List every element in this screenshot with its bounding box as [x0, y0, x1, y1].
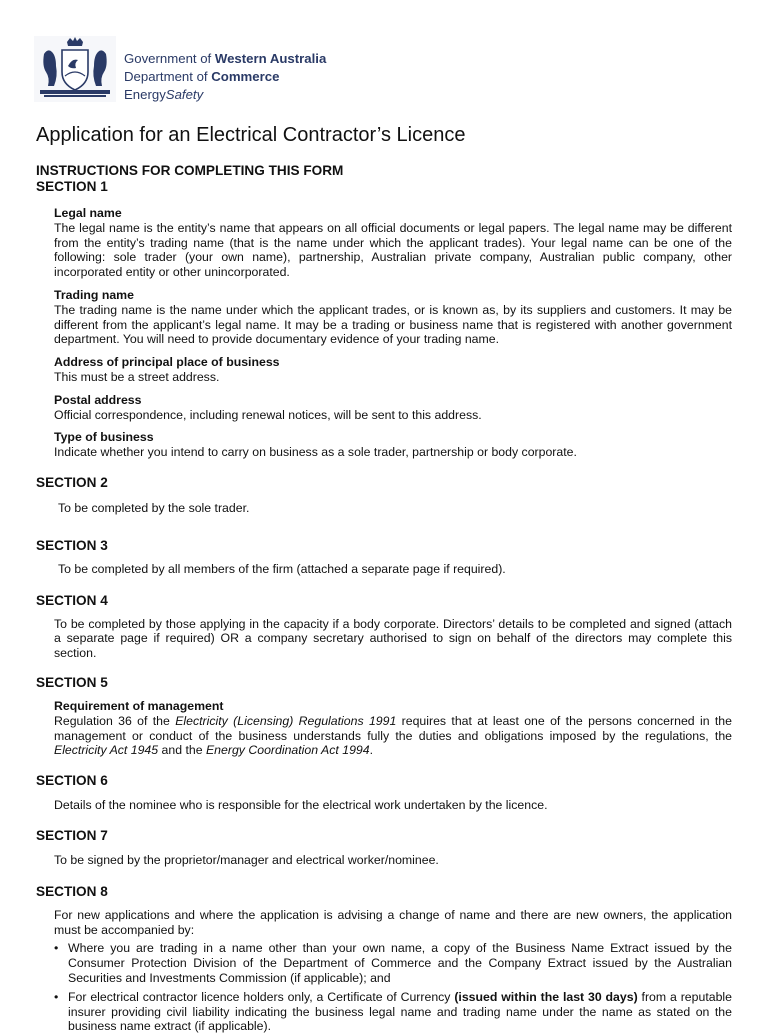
- list-item: [54, 990, 732, 1034]
- section-3-text: To be completed by all members of the firm (attached a separate page if required).: [58, 561, 506, 576]
- section-6-text: Details of the nominee who is responsible for the electrical work undertaken by the licence.: [54, 798, 548, 813]
- business-type-block: [54, 430, 732, 460]
- regulations-citation: Electricity (Licensing) Regulations 1991: [175, 713, 397, 728]
- management-text: [54, 714, 732, 758]
- letterhead: [34, 36, 390, 106]
- department-name: [124, 50, 326, 104]
- management-text-part: requires that at least one of the persons concerned in the management or conduct of the business understands fully the duties and obligations imposed by the regulations, the: [54, 713, 732, 743]
- issue-window-note: (issued within the last 30 days): [454, 989, 638, 1004]
- section-2-heading: SECTION 2: [36, 474, 108, 490]
- legal-name-block: [54, 206, 732, 280]
- postal-block: [54, 393, 732, 423]
- management-text-part: and the: [158, 743, 206, 758]
- gov-state: Western Australia: [214, 51, 327, 66]
- list-item-text: For electrical contractor licence holders only, a Certificate of Currency: [68, 989, 455, 1004]
- division-energy: Energy: [124, 87, 166, 102]
- list-item-text: Where you are trading in a name other than your own name, a copy of the Business Name Extract issued by the Consumer Protection Division of the Department of Commerce and the Company Extract issued by the Australian Securities and Investments Commission (if applicable); and: [68, 941, 732, 985]
- dept-prefix: Department of: [124, 69, 212, 84]
- division-safety: Safety: [165, 87, 204, 102]
- postal-title: Postal address: [54, 392, 142, 407]
- instructions-body: [36, 163, 732, 1034]
- page-title: Application for an Electrical Contractor’s Licence: [36, 124, 466, 146]
- requirements-list: [54, 941, 732, 1034]
- trading-name-title: Trading name: [54, 287, 134, 302]
- section-8-intro: For new applications and where the application is advising a change of name and there are new owners, the application must be accompanied by:: [54, 907, 732, 937]
- trading-name-block: [54, 288, 732, 347]
- address-text: This must be a street address.: [54, 369, 220, 384]
- business-type-title: Type of business: [54, 430, 154, 445]
- management-text-part: .: [369, 743, 374, 758]
- address-title: Address of principal place of business: [54, 355, 280, 370]
- section-4-heading: SECTION 4: [36, 592, 108, 608]
- management-text-part: Regulation 36 of the: [54, 713, 176, 728]
- section-6-heading: SECTION 6: [36, 773, 108, 789]
- electricity-act-citation: Electricity Act 1945: [54, 743, 159, 758]
- bullet-icon: •: [54, 941, 59, 956]
- bullet-icon: •: [54, 989, 59, 1004]
- section-2-text: To be completed by the sole trader.: [58, 500, 250, 515]
- energy-act-citation: Energy Coordination Act 1994: [205, 743, 370, 758]
- section-7-text: To be signed by the proprietor/manager and electrical worker/nominee.: [54, 852, 439, 867]
- section-8-heading: SECTION 8: [36, 883, 108, 899]
- management-requirement-block: [54, 699, 732, 758]
- department-line: [124, 68, 326, 86]
- list-item: [54, 941, 732, 985]
- dept-name: Commerce: [211, 69, 280, 84]
- management-title: Requirement of management: [54, 698, 224, 713]
- list-item-text: from a reputable insurer providing civil liability indicating the business legal name and trading name under the name as stated on the business name extract (if applicable).: [68, 989, 732, 1034]
- address-block: [54, 355, 732, 385]
- instructions-heading: INSTRUCTIONS FOR COMPLETING THIS FORM: [36, 163, 344, 178]
- section-4-text: To be completed by those applying in the capacity if a body corporate. Directors’ details to be completed and signed (attach a separate page if required) OR a company secretary authorised to sign on behalf of the directors may complete this section.: [54, 616, 732, 661]
- business-type-text: Indicate whether you intend to carry on business as a sole trader, partnership or body corporate.: [54, 445, 577, 460]
- government-line: [124, 50, 326, 68]
- division-line: [124, 86, 326, 104]
- section-1-heading: SECTION 1: [36, 179, 108, 194]
- section-3-heading: SECTION 3: [36, 537, 108, 553]
- postal-text: Official correspondence, including renewal notices, will be sent to this address.: [54, 407, 482, 422]
- trading-name-text: The trading name is the name under which the applicant trades, or is known as, by its suppliers and customers. It may be different from the applicant’s legal name. It may be a trading or business name that is registered with another government department. You will need to provide documentary evidence of your trading name.: [54, 302, 732, 347]
- gov-prefix: Government of: [124, 51, 215, 66]
- section-5-heading: SECTION 5: [36, 674, 108, 690]
- wa-coat-of-arms-logo: [34, 36, 116, 102]
- section-7-heading: SECTION 7: [36, 827, 108, 843]
- legal-name-title: Legal name: [54, 206, 122, 220]
- legal-name-text: The legal name is the entity’s name that appears on all official documents or legal papers. The legal name may be different from the entity’s trading name (that is the name under which the applicant trades). Your legal name can be one of the following: sole trader (your own name), partnership, Australian private company, Australian public company, other incorporated entity or other unincorporated.: [54, 220, 732, 280]
